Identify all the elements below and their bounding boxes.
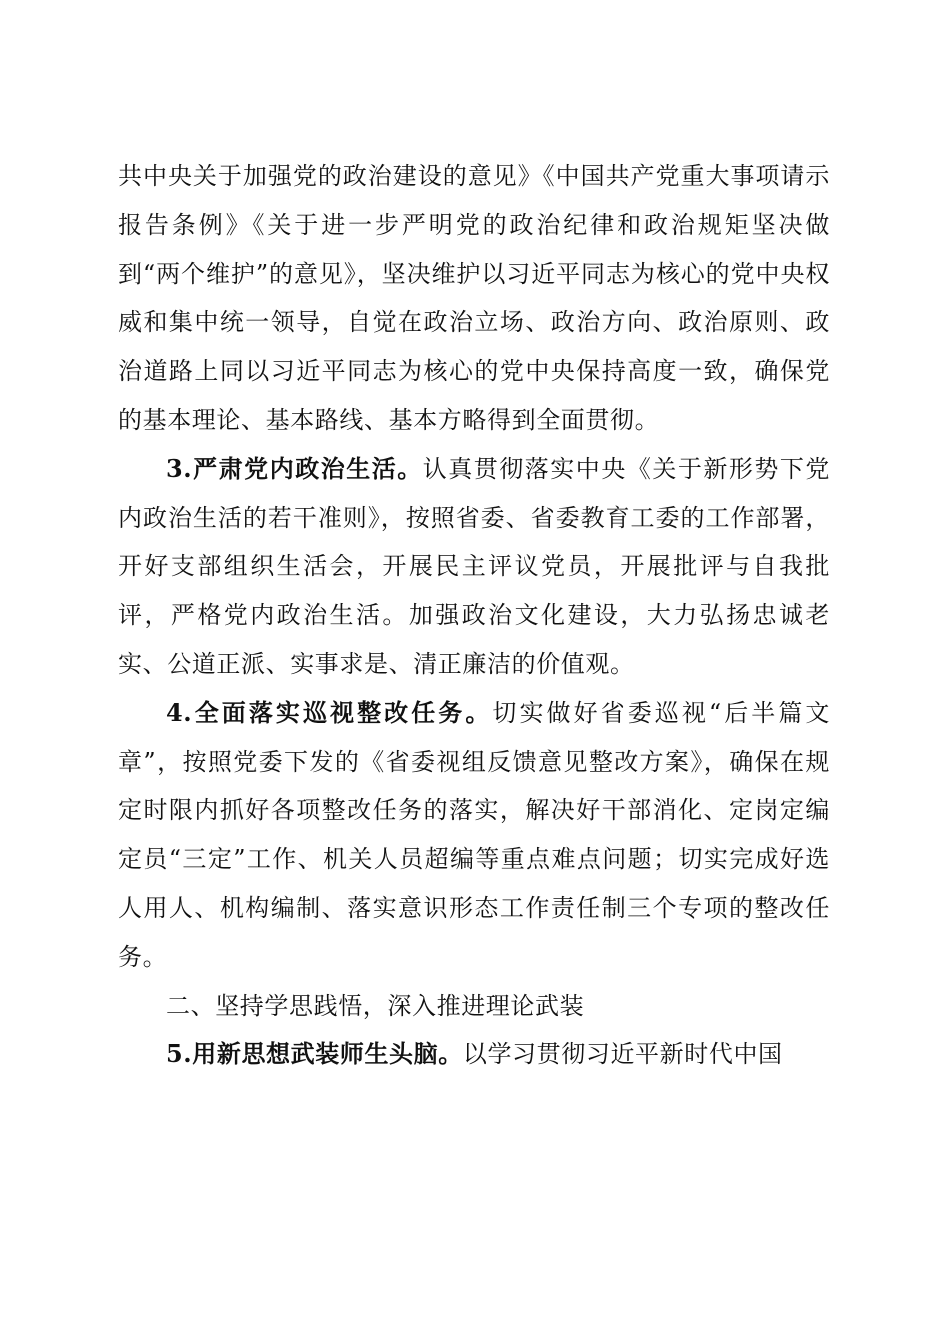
item-4-heading: 4.全面落实巡视整改任务。 <box>166 697 493 727</box>
paragraph-item-4 <box>118 689 830 982</box>
item-5-heading: 5.用新思想武装师生头脑。 <box>166 1039 463 1069</box>
paragraph-text: 切实做好省委巡视“后半篇文章”，按照党委下发的《省委视组反馈意见整改方案》，确保在规定时限内抓好各项整改任务的落实，解决好干部消化、定岗定编定员“三定”工作、机关人员超编等重点难点问题；切实完成好选人用人、机构编制、落实意识形态工作责任制三个专项的整改任务。 <box>118 698 830 971</box>
item-3-heading: 3.严肃党内政治生活。 <box>166 453 423 483</box>
paragraph-text: 共中央关于加强党的政治建设的意见》《中国共产党重大事项请示报告条例》《关于进一步严明党的政治纪律和政治规矩坚决做到“两个维护”的意见》，坚决维护以习近平同志为核心的党中央权威和集中统一领导，自觉在政治立场、政治方向、政治原则、政治道路上同以习近平同志为核心的党中央保持高度一致，确保党的基本理论、基本路线、基本方略得到全面贯彻。 <box>118 162 830 434</box>
paragraph-item-3 <box>118 445 830 689</box>
document-body <box>118 152 830 1079</box>
section-heading-text: 二、坚持学思践悟，深入推进理论武装 <box>166 991 585 1020</box>
paragraph-continuation <box>118 152 830 445</box>
paragraph-text: 认真贯彻落实中央《关于新形势下党内政治生活的若干准则》，按照省委、省委教育工委的工作部署，开好支部组织生活会，开展民主评议党员，开展批评与自我批评，严格党内政治生活。加强政治文化建设，大力弘扬忠诚老实、公道正派、实事求是、清正廉洁的价值观。 <box>118 454 830 678</box>
paragraph-text: 以学习贯彻习近平新时代中国 <box>462 1040 783 1069</box>
section-heading-2 <box>118 982 830 1031</box>
paragraph-item-5 <box>118 1030 830 1079</box>
